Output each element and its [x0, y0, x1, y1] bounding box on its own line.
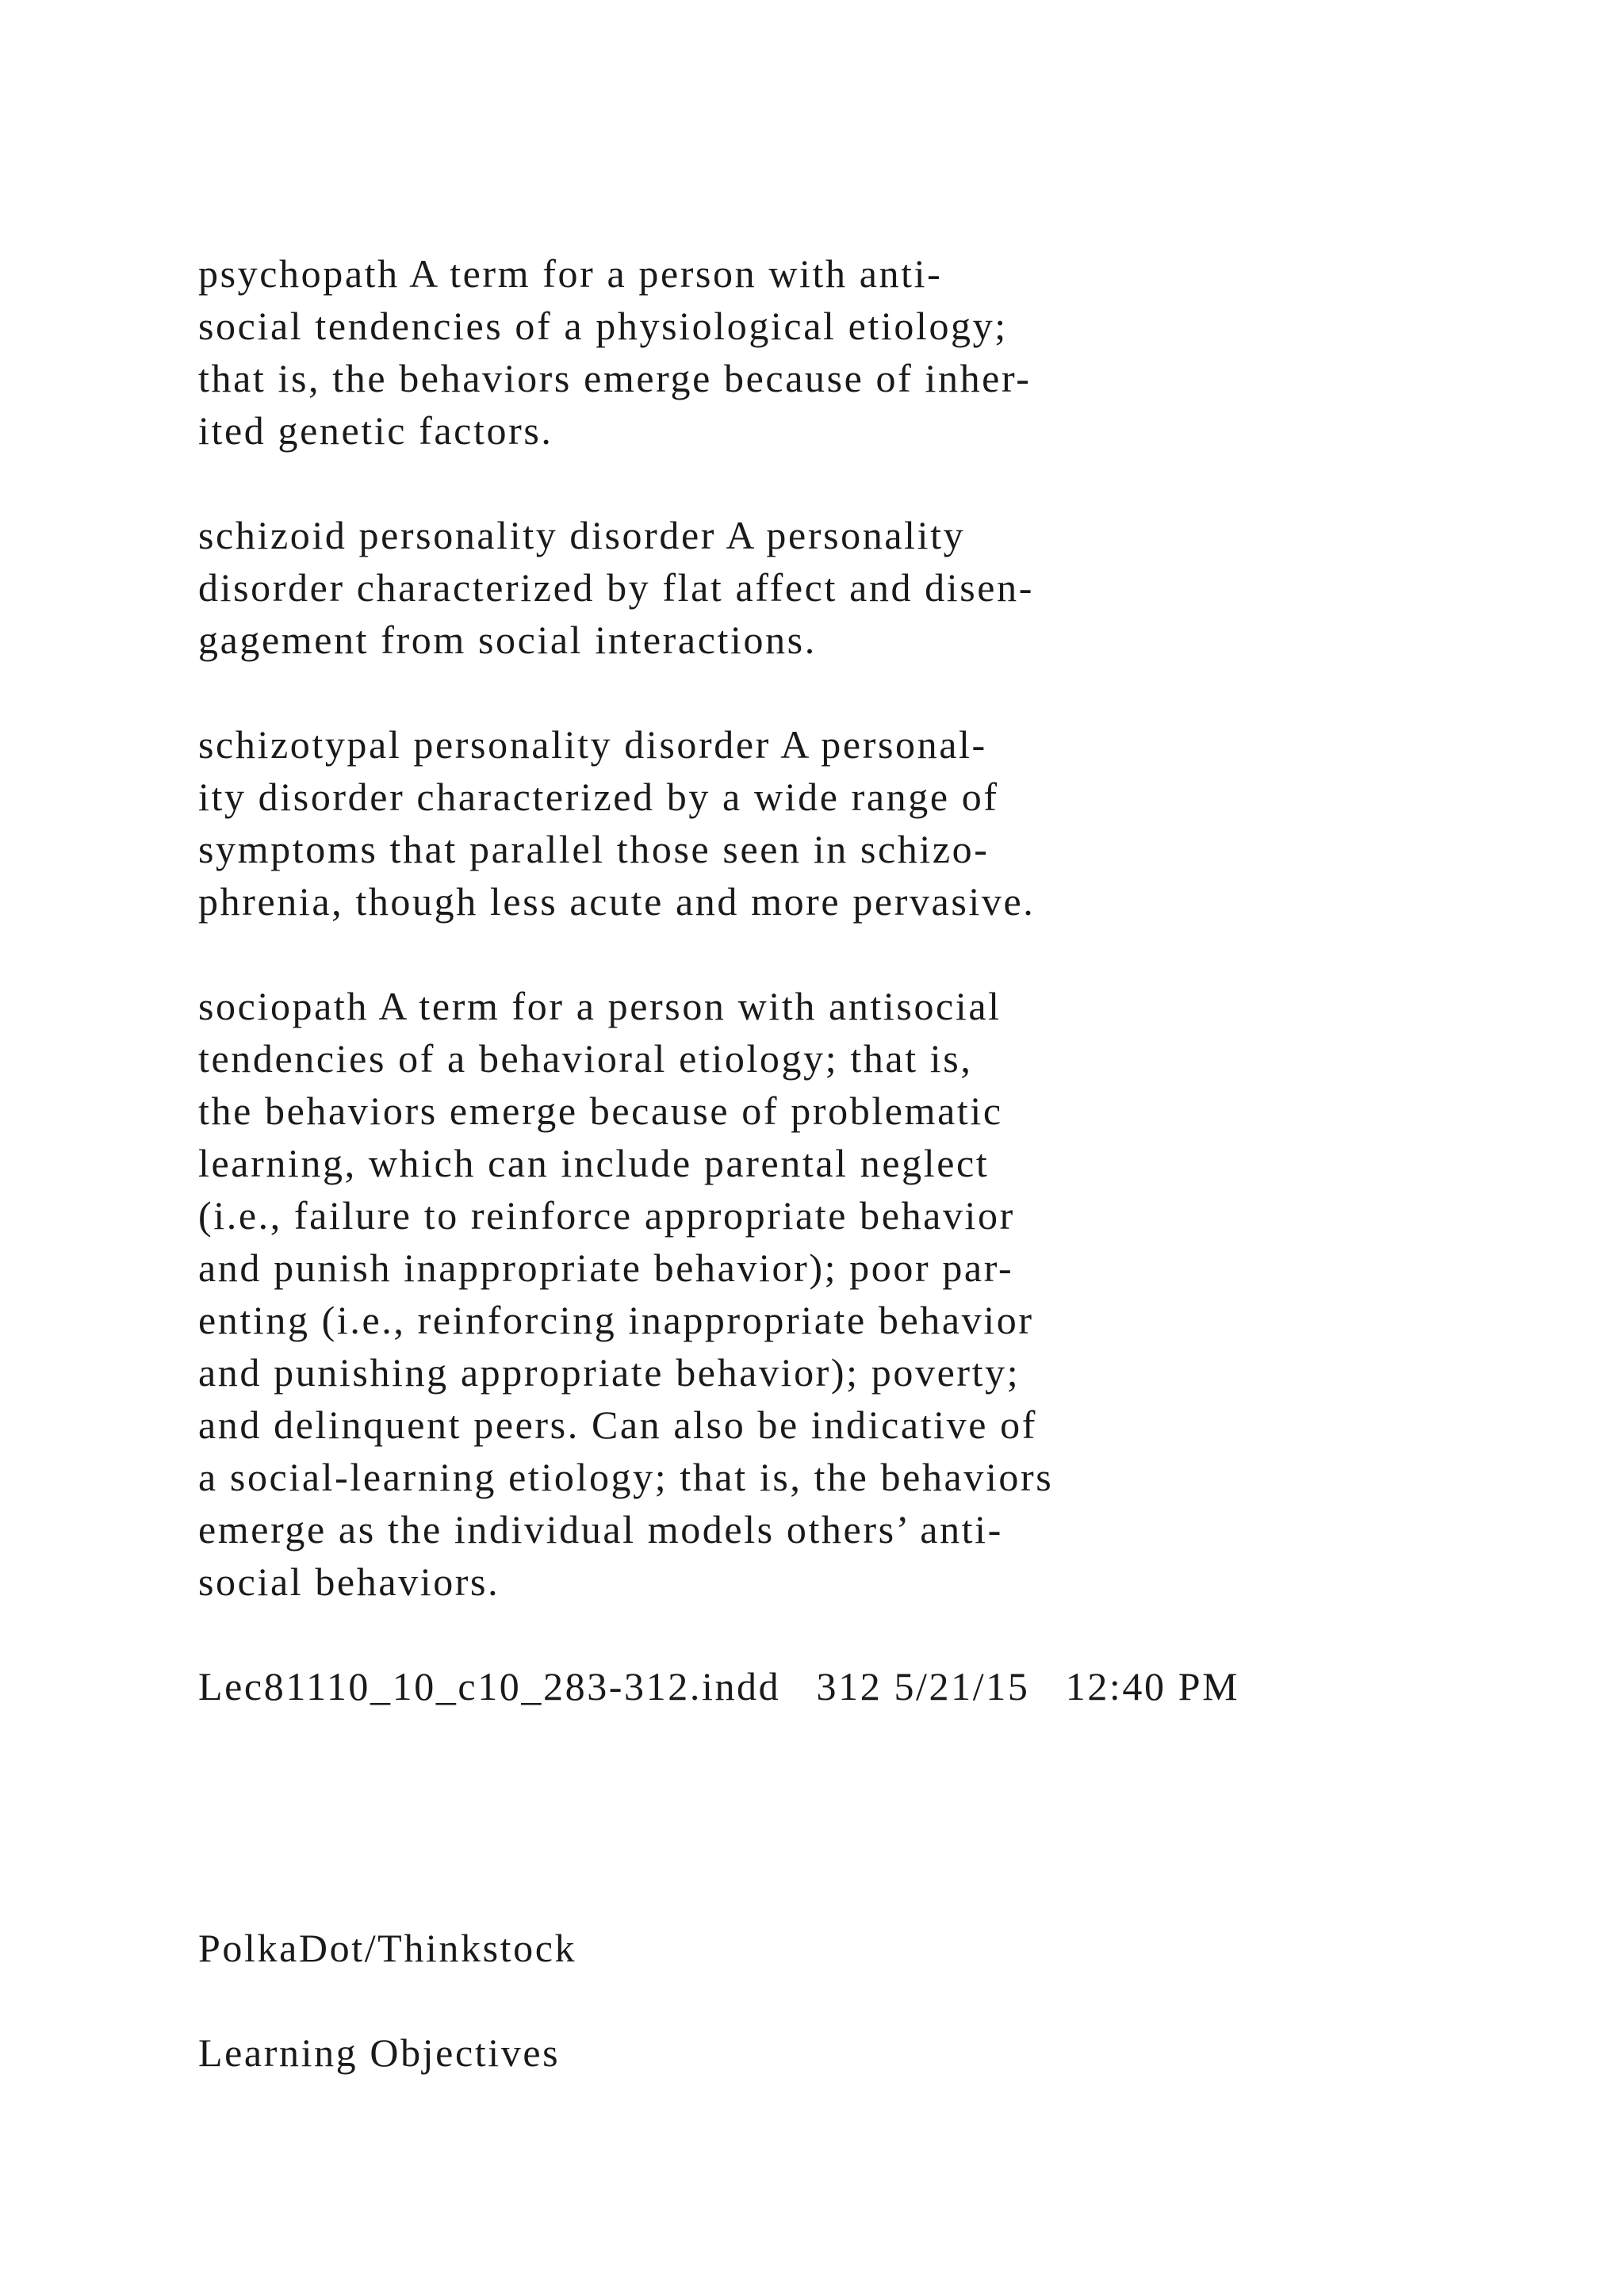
text-line: phrenia, though less acute and more pervasive.: [198, 879, 1036, 924]
text-line: social tendencies of a physiological etiology;: [198, 304, 1008, 348]
glossary-entry-psychopath: [198, 247, 1586, 457]
paragraph-spacer: [198, 666, 1586, 718]
text-line: sociopath A term for a person with antisocial: [198, 984, 1002, 1028]
text-line: (i.e., failure to reinforce appropriate behavior: [198, 1193, 1015, 1238]
document-page: [198, 247, 1586, 2079]
paragraph-spacer: [198, 1608, 1586, 1660]
text-line: a social-learning etiology; that is, the behaviors: [198, 1455, 1054, 1499]
text-line: disorder characterized by flat affect and disen-: [198, 565, 1034, 610]
text-line: schizoid personality disorder A personality: [198, 513, 966, 557]
glossary-entry-schizoid: [198, 509, 1586, 666]
paragraph-spacer: [198, 457, 1586, 509]
text-line: that is, the behaviors emerge because of inher-: [198, 356, 1032, 400]
text-line: and punishing appropriate behavior); poverty;: [198, 1350, 1021, 1395]
glossary-entry-sociopath: [198, 980, 1586, 1608]
text-line: social behaviors.: [198, 1559, 500, 1604]
text-line: learning, which can include parental neglect: [198, 1141, 990, 1185]
file-info-line: Lec81110_10_c10_283-312.indd 312 5/21/15 12:40 PM: [198, 1664, 1240, 1709]
glossary-entry-schizotypal: [198, 718, 1586, 928]
text-line: and delinquent peers. Can also be indicative of: [198, 1402, 1038, 1447]
paragraph-spacer: [198, 928, 1586, 980]
text-line: enting (i.e., reinforcing inappropriate behavior: [198, 1298, 1034, 1342]
text-line: and punish inappropriate behavior); poor par-: [198, 1246, 1014, 1290]
text-line: ited genetic factors.: [198, 408, 553, 453]
section-heading: Learning Objectives: [198, 2030, 561, 2075]
text-line: gagement from social interactions.: [198, 618, 817, 662]
text-line: emerge as the individual models others’ anti-: [198, 1507, 1003, 1552]
image-credit: PolkaDot/Thinkstock: [198, 1926, 577, 1970]
text-line: the behaviors emerge because of problematic: [198, 1089, 1003, 1133]
text-line: ity disorder characterized by a wide range of: [198, 775, 999, 819]
text-line: psychopath A term for a person with anti-: [198, 251, 943, 296]
text-line: symptoms that parallel those seen in schizo-: [198, 827, 990, 871]
paragraph-spacer: [198, 1974, 1586, 2026]
section-spacer: [198, 1712, 1586, 1922]
text-line: tendencies of a behavioral etiology; that is,: [198, 1036, 973, 1081]
text-line: schizotypal personality disorder A personal-: [198, 722, 987, 767]
